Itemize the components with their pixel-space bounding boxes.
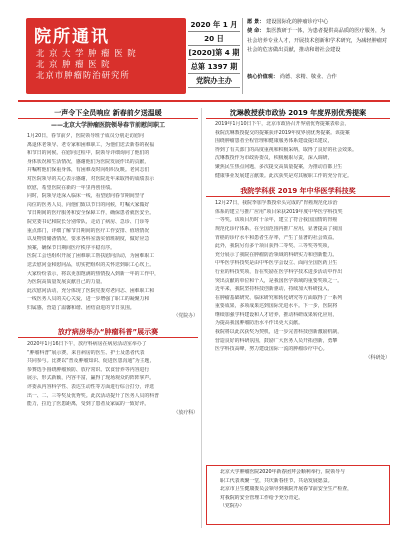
paragraph-line: 突出贡献的单位和个人，是我国医学领域的重要奖项之一。 [215, 277, 343, 284]
masthead [18, 14, 390, 96]
paragraph-line: 2019年1月10日下午，北京市政协召开界别优秀提案表彰会， [215, 121, 350, 127]
institution-names [36, 48, 137, 81]
column-divider [201, 108, 202, 528]
article-body [18, 133, 198, 312]
paragraph-line: 北京大学肿瘤医院2020年新春团拜会顺利举行，院领导与 [220, 469, 345, 475]
paragraph-line: 医学科技高峰，努力建设国际一流的肿瘤诊疗中心。 [215, 346, 328, 353]
paragraph-line: 我院将以此次获奖为契机，进一步完善科技创新激励机制， [215, 329, 343, 336]
paragraph-line: 聚焦民生热点问题，多次提交高质量提案，为推动首都卫生 [215, 163, 343, 170]
issue-editor: 党院办主办 [188, 74, 240, 88]
newsletter-title: 院所通讯 [34, 27, 110, 47]
article-signature: （放疗科） [173, 409, 198, 416]
paragraph-line: 胃癌的诊疗水平和患者生存率，产生了显著的社会效益。 [215, 234, 338, 241]
paragraph-line: 健康事业发展建言献策。此次获奖是对其履职工作的充分肯定。 [215, 172, 352, 179]
mission-tag: 使 命： [247, 28, 265, 35]
paragraph-line: 对医院领导的关心表示感谢，对医院近年来取得的成绩表示 [27, 175, 155, 182]
paragraph-line: 离退休老领导、老专家和困难职工，为他们送去新春的祝福 [27, 141, 155, 148]
article-headline: 放疗病房举办“肿瘤科普”展示赛 [18, 327, 198, 338]
paragraph-line: 医院工会也组织开展了困难职工帮扶慰问活动，为困难职工 [27, 253, 155, 260]
news-brief-box [206, 465, 390, 525]
paragraph-line: 充分展示了我院在肿瘤防治领域的科研实力和创新能力。 [215, 251, 338, 258]
paragraph-line: 在肿瘤基础研究、临床研究和转化研究等方面取得了一系列 [215, 294, 343, 301]
paragraph-line: 重要成果，多项成果达到国际先进水平。下一步，医院将 [215, 303, 338, 310]
paragraph-line: 送去慰问金和慰问品，切实把组织的关怀送到职工心坎上。 [27, 261, 155, 268]
issue-total: 总第 1397 期 [188, 60, 240, 74]
second-article [206, 184, 390, 364]
vision-tag: 愿 景： [247, 19, 265, 25]
paragraph-line: 参赛选手围绕肿瘤预防、放疗常识、饮食营养等内容进行 [27, 366, 150, 373]
paragraph-line: 营造良好的科研氛围，鼓励广大医务人员开拓创新，勇攀 [215, 337, 338, 344]
paragraph-line: 我院沈琳教授提交的提案获评2019年度界别优秀提案。该提案 [215, 129, 350, 136]
article-body [18, 341, 198, 409]
masthead-rule [18, 100, 390, 102]
paragraph-line: 继续加强学科建设和人才培养，推动科研成果转化应用， [215, 311, 338, 318]
values-row [247, 73, 390, 82]
issue-date-line1: 2020 年 1 月 [188, 18, 240, 32]
paragraph-line: 共同参与。比赛以“普及肿瘤知识、促进医患沟通”为主题， [27, 358, 155, 365]
institution-name: 北 京 肿 瘤 医 院 [36, 59, 111, 69]
second-article [18, 325, 198, 419]
paragraph-line: 岗位的医务人员，向他们致以节日的问候，叮嘱大家做好 [27, 201, 150, 208]
left-column [18, 108, 198, 419]
paragraph-line: 并嘱咐他们保重身体，有困难及时向组织反映。老同志们 [27, 167, 150, 174]
paragraph-line: （党院办） [220, 503, 245, 510]
article-body [206, 200, 390, 354]
right-column [206, 108, 390, 364]
mission-row [247, 27, 390, 73]
values-text: 尚德、求精、敬业、合作 [279, 74, 337, 81]
paragraph-line: 以及物资储备情况，要求各科室落实值班制度，做好应急 [27, 236, 150, 243]
vision-row [247, 18, 390, 27]
paragraph-line: 重点部门，详细了解节日期间的医疗工作安排、值班情况 [27, 227, 150, 234]
article-signature: （党院办） [173, 313, 198, 320]
paragraph-line: 对我院的安全管理工作给予充分肯定。 [220, 494, 304, 501]
mission-text: 集医教研于一体，为患者提供高品质的医疗服务，为社会培养专业人才，开展技术创新和学术研究，为减轻肿瘤对社会的危害做出贡献，推动和谐社会建设 [247, 28, 388, 53]
paragraph-line: 2020年1月16日下午，放疗科病房在病房活动室举办了 [27, 341, 147, 348]
paragraph-line: 展示，形式新颖，内容丰富，赢得了现场观众的阵阵掌声。 [27, 375, 155, 382]
paragraph-line: 围绕肿瘤患者全程管理和健康服务体系建设提出建议， [215, 138, 333, 145]
paragraph-line: 大家纷纷表示，将以更加饱满的热情投入到新一年的工作中， [27, 270, 160, 277]
article-headline: 沈琳教授获市政协 2019 年度界别优秀提案 [206, 108, 390, 119]
paragraph-line: 预案，确保节日期间医疗秩序平稳有序。 [27, 244, 116, 251]
paragraph-line: 体系的建立与推广应用”项目荣获2019年度中华医学科技奖 [215, 208, 343, 215]
paragraph-line: 行业的科技奖项，旨在奖励在医学科学技术进步活动中作出 [215, 268, 343, 275]
paragraph-line: 为医院高质量发展贡献自己的力量。 [27, 279, 106, 286]
paragraph-line: 此次慰问活动，充分体现了医院党委对老同志、困难职工和 [27, 287, 155, 294]
paragraph-line: 归属感，营造了温馨和谐、团结奋进的节日氛围。 [27, 304, 135, 311]
paragraph-line: “肿瘤科普”展示赛，来自病房的医生、护士及患者代表 [27, 349, 145, 356]
vision-text: 建设国际化的肿瘤诊疗中心 [266, 19, 329, 25]
issue-info [188, 18, 240, 94]
paragraph-line: 此外，我院另有多个项目获得二等奖、三等奖等奖项， [215, 243, 333, 250]
paragraph-line: 12月27日，我院季加孚教授牵头完成的“胃癌规范化诊治 [215, 200, 338, 207]
paragraph-line: 为提高我国肿瘤防治水平作出更大贡献。 [215, 320, 304, 327]
paragraph-line: 沈琳教授作为市政协委员，积极履职尽责，深入调研， [215, 155, 333, 162]
paragraph-line: 北京市卫生健康委员会领导到我院开展春节前安全生产检查， [220, 486, 353, 493]
paragraph-line: 一等奖。该项目历时十余年，建立了符合我国国情的胃癌 [215, 217, 338, 224]
article-body [206, 121, 390, 180]
paragraph-line: 中华医学科技奖是由中华医学会设立、面向全国医药卫生 [215, 260, 338, 267]
paragraph-line: 和节日的问候。在慰问过程中，院领导详细询问了他们的 [27, 150, 150, 157]
paragraph-line: 评委从内容科学性、表达生动性等方面进行综合打分，评选 [27, 384, 155, 391]
paragraph-line: 节日期间的医疗服务和安全保障工作，确保患者就医安全。 [27, 210, 155, 217]
paragraph-line: 职工代表欢聚一堂，共庆新春佳节，共话发展愿景。 [220, 477, 333, 484]
values-tag: 核心价值观： [247, 74, 279, 81]
paragraph-line: 1月20日，春节前夕，医院领导班子成员分别走访慰问 [27, 133, 144, 139]
masthead-red-block [26, 18, 186, 94]
paragraph-line: 近年来，我院坚持科技创新驱动，持续加大科研投入， [215, 286, 333, 293]
paragraph-line: 欣慰，希望医院在新的一年里再创佳绩。 [27, 184, 116, 191]
news-brief-body [211, 469, 385, 511]
paragraph-line: 一线医务人员的关心关爱，进一步增强了职工的凝聚力和 [27, 296, 150, 303]
paragraph-line: 能力，拉近了医患距离，受到了患者及家属的一致好评。 [27, 401, 150, 408]
issue-date-line2: 20 日 [188, 32, 240, 46]
paragraph-line: 身体状况和生活情况，感谢他们为医院发展作出的贡献， [27, 158, 150, 165]
article-headline: 我院学科获 2019 年中华医学科技奖 [206, 186, 390, 197]
paragraph-line: 得到了有关部门的高度重视和积极采纳，取得了良好的社会效果。 [215, 146, 357, 153]
paragraph-line: 同时，院领导还深入临床一线，看望慰问春节期间坚守 [27, 193, 145, 200]
issue-number: [2020]第 4 期 [188, 46, 240, 60]
mission-statement [242, 18, 390, 94]
paragraph-line: 院党委书记和院长分别带队，走访了病房、急诊、门诊等 [27, 218, 150, 225]
institution-name: 北京市肿瘤防治研究所 [36, 70, 130, 80]
paragraph-line: 出一、二、三等奖及优秀奖。此次活动提升了医务人员的科普 [27, 392, 160, 399]
article-subhead: ——北京大学肿瘤医院领导春节前慰问职工 [50, 122, 165, 129]
article-headline: 一声令下全员响应 新春前夕送温暖 [18, 108, 198, 119]
paragraph-line: 规范化诊疗体系，在全国范围内推广应用，显著提高了我国 [215, 225, 343, 232]
institution-name: 北 京 大 学 肿 瘤 医 院 [36, 48, 137, 58]
article-signature: （科研处） [365, 354, 390, 361]
